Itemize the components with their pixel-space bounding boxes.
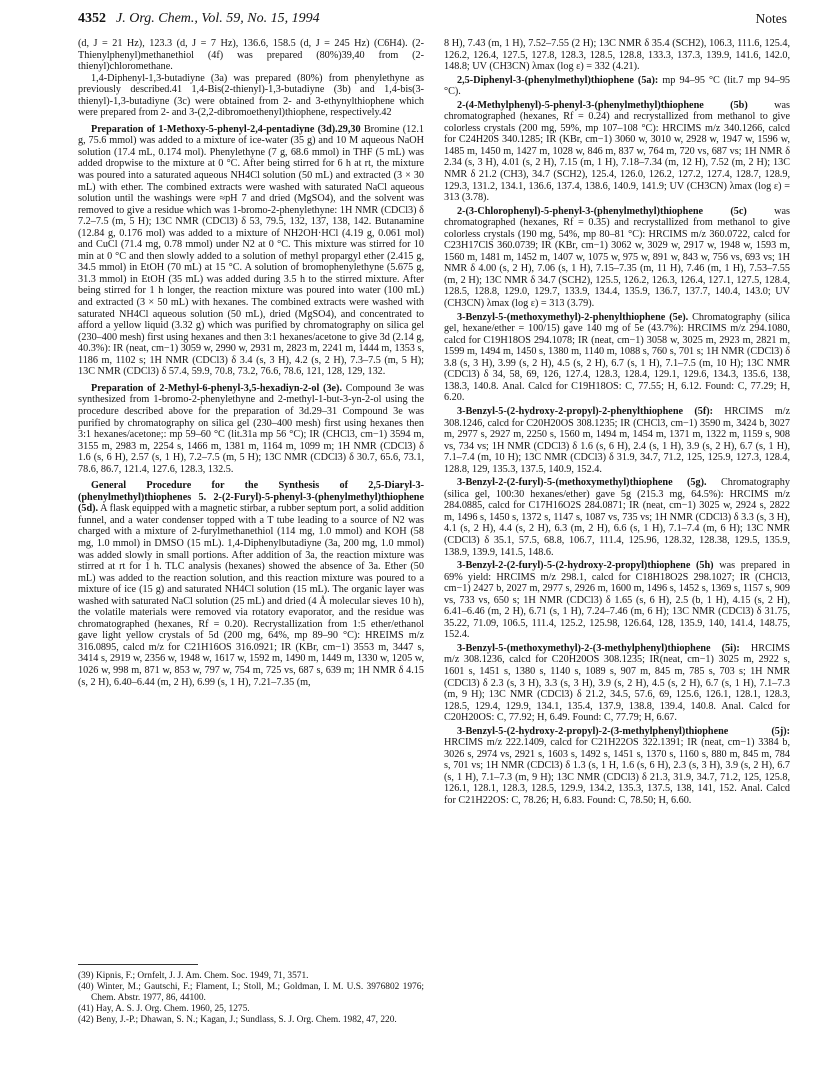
paragraph-text: 8 H), 7.43 (m, 1 H), 7.52–7.55 (2 H); 13C NMR δ 35.4 (SCH2), 106.3, 111.6, 125.4, 126.2, 126.4, 127.5, 127.8, 128.3, 128.5, 128.8, 133.3, 137.3, 139.9, 141.6, 142.0, 148.8; UV (CH3CN) λmax (log ε) = 332 (4.21). (444, 38, 790, 73)
page-number: 4352 (78, 11, 106, 26)
paragraph-heading: 2-(3-Chlorophenyl)-5-phenyl-3-(phenylmethyl)thiophene (5c) (457, 205, 747, 217)
running-header (78, 11, 787, 35)
footnote-rule (78, 964, 198, 965)
paragraph-heading: 3-Benzyl-2-(2-furyl)-5-(methoxymethyl)thiophene (5g). (457, 477, 707, 489)
paragraph-text: HRCIMS m/z 308.1236, calcd for C20H20OS 308.1235; IR(neat, cm−1) 3025 m, 2922 s, 1601 s, 1451 s, 1380 s, 1140 s, 1089 s, 907 m, 845 m, 785 s, 703 s; 1H NMR (CDCl3) δ 2.3 (s, 3 H), 3.3 (s, 3 H), 3.9 (s, 2 H), 4.5 (s, 2 H), 6.7 (s, 1 H), 7.1–7.3 (m, 9 H); 13C NMR (CDCl3) δ 21.2, 34.5, 57.6, 69, 125.6, 126.1, 128.1, 128.3, 128.5, 129.4, 129.9, 134.1, 135.4, 137.9, 138.8, 139.4, 140.8. Anal. Calcd for C20H20OS: C, 77.92; H, 6.49. Found: C, 77.79; H, 6.67. (444, 642, 790, 724)
paragraph-heading: 2-(4-Methylphenyl)-5-phenyl-3-(phenylmethyl)thiophene (5b) (457, 99, 748, 111)
paragraph-heading: 3-Benzyl-5-(methoxymethyl)-2-phenylthiophene (5e). (457, 311, 689, 323)
paragraph-text: Chromatography (silica gel, hexane/ether = 100/15) gave 140 mg of 5e (43.7%): HRCIMS m/z 294.1080, calcd for C19H18OS 294.1078; IR (neat, cm−1) 3058 w, 3025 m, 2923 m, 2821 m, 1599 m, 1494 m, 1450 s, 1380 m, 1140 m, 1088 s, 760 s, 701 s; 1H NMR (CDCl3) δ 3.8 (s, 3 H), 3.99 (s, 2 H), 4.5 (s, 2 H), 6.7 (s, 1 H), 7.1–7.5 (m, 10 H); 13C NMR (CDCl3) δ 34, 58, 69, 126, 127.4, 128.3, 128.4, 129.1, 129.6, 134.3, 135.6, 138, 138.3, 140.8. Anal. Calcd for C19H18OS: C, 77.55; H, 6.12. Found: C, 77.29; H, 6.20. (444, 311, 790, 404)
paragraph (444, 726, 790, 807)
paragraph (444, 100, 790, 204)
paragraph-heading: Preparation of 2-Methyl-6-phenyl-3,5-hexadiyn-2-ol (3e). (91, 382, 342, 394)
paragraph-heading: General Procedure for the Synthesis of 2,5-Diaryl-3-(phenylmethyl)thiophenes 5. 2-(2-Furyl)-5-phenyl-3-(phenylmethyl)thiophene (5d). (78, 480, 424, 515)
paragraph-text: Bromine (12.1 g, 75.6 mmol) was added to a mixture of ice-water (35 g) and 10 M aqueous NaOH solution (17.4 mL, 0.174 mol). Phenylethyne (7 g, 68.6 mmol) in THF (5 mL) was added dropwise to the mixture at 0 °C. After being stirred for 6 h at rt, the mixture was poured into a saturated aqueous NH4Cl solution (50 mL) and extracted (3 × 30 mL) with ether. The combined extracts were washed with saturated NaCl aqueous solution until the washings were ≈pH 7 and dried (MgSO4), and the solvent was removed to give a residue which was 1-bromo-2-phenylethyne: 1H NMR (CDCl3) δ 7.2–7.5 (m, 5 H); 13C NMR (CDCl3) δ 53, 79.5, 132, 137, 138, 142. Butanamine (12.84 g, 0.176 mol) was added to a mixture of NH2OH·HCl (4.19 g, 0.061 mol) and CuCl (71.4 mg, 0.78 mmol) under N2 at 0 °C. This mixture was stirred for 10 min at 0 °C and then slowly added to a solution of methyl propargyl ether (2.415 g, 34.5 mmol) in EtOH (70 mL) at 15 °C. A solution of bromophenylethyne (5.675 g, 31.3 mmol) in EtOH (35 mL) was added during 3.5 h to the stirred mixture. After being stirred for 1 h longer, the reaction mixture was poured into water (100 mL) and extracted (3 × 50 mL) with hexanes. The combined extracts were washed with saturated NH4Cl aqueous solution (50 mL), dried (MgSO4), and concentrated to afford a yellow liquid (3.32 g) which was purified by chromatography on silica gel (230–400 mesh) first using hexanes and then 3:1 hexanes/acetone to give 3d (2.14 g, 40.3%): IR (neat, cm−1) 3059 w, 2990 w, 2931 m, 2823 m, 2241 m, 1444 m, 1353 s, 1186 m, 1102 s; 1H NMR (CDCl3) δ 3.4 (s, 3 H), 4.2 (s, 2 H), 7.3–7.5 (m, 5 H); 13C NMR (CDCl3) δ 57.4, 59.9, 70.8, 73.2, 76.6, 78.6, 121, 128, 129, 132. (78, 123, 424, 378)
paragraph (444, 75, 790, 98)
paragraph-text: Chromatography (silica gel, 100:30 hexanes/ether) gave 5g (215.3 mg, 64.5%): HRCIMS m/z 284.0885, calcd for C17H16O2S 284.0871; IR (neat, cm−1) 3025 w, 2924 s, 2822 m, 1496 s, 1450 s, 1372 s, 1147 s, 1087 vs, 735 vs; 1H NMR (CDCl3) δ 3.3 (s, 3 H), 4.1 (s, 2 H), 4.4 (s, 2 H), 6.3 (m, 2 H), 6.6 (s, 1 H), 7.1–7.4 (m, 6 H); 13C NMR (CDCl3) δ 35.1, 57.5, 68.8, 106.7, 111.4, 125.96, 128.32, 128.38, 129.5, 135.9, 138.9, 139.9, 141.5, 148.6. (444, 477, 790, 558)
paragraph-text: (d, J = 21 Hz), 123.3 (d, J = 7 Hz), 136.6, 158.5 (d, J = 245 Hz) (C6H4). (2-Thienylphenyl)methanethiol (4f) was prepared (80%)39,40 from (2-thienyl)chloromethane. (78, 38, 424, 73)
paragraph (78, 124, 424, 378)
paragraph-text: HRCIMS m/z 308.1246, calcd for C20H20OS 308.1235; IR (CHCl3, cm−1) 3590 m, 3424 b, 3027 m, 2977 s, 2927 m, 2250 s, 1560 m, 1494 m, 1454 m, 1371 m, 1322 m, 1159 s, 908 vs, 734 vs; 1H NMR (CDCl3) δ 1.6 (s, 6 H), 2.4 (s, 1 H), 3.9 (s, 2 H), 6.7 (s, 1 H), 7.1–7.4 (m, 10 H); 13C NMR (CDCl3) δ 31.9, 34.7, 71.2, 125, 125.9, 127.3, 128.4, 128.8, 129, 135.3, 137.5, 140.9, 152.4. (444, 405, 791, 475)
left-column (78, 38, 424, 688)
paragraph-text: was prepared in 69% yield: HRCIMS m/z 298.1, calcd for C18H18O2S 298.1027; IR (CHCl3, cm−1) 2427 b, 2027 m, 2977 s, 2926 m, 1600 m, 1496 s, 1452 s, 1369 s, 1157 s, 909 vs, 733 vs, 650 s; 1H NMR (CDCl3) δ 1.65 (s, 6 H), 2.5 (b, 1 H), 4.15 (s, 2 H), 6.41–6.46 (m, 2 H), 6.71 (s, 1 H), 7.24–7.46 (m, 6 H); 13C NMR (CDCl3) δ 31.75, 35.22, 71.09, 106.5, 111.4, 125.2, 125.98, 126.64, 128, 135.9, 140, 141.4, 148.75, 152.4. (444, 560, 790, 641)
paragraph-text: was chromatographed (hexanes, Rf = 0.35) and recrystallized from methanol to give colorless crystals (190 mg, 54%, mp 80–81 °C): HRCIMS m/z 360.0722, calcd for C23H17ClS 360.0739; IR (KBr, cm−1) 3062 w, 3029 w, 2917 w, 1948 w, 1593 m, 1560 m, 1481 m, 1452 m, 1407 w, 1075 w, 975 w, 891 w, 843 w, 756 vs, 693 vs; 1H NMR δ 4.00 (s, 2 H), 7.06 (s, 1 H), 7.15–7.35 (m, 11 H), 7.46 (m, 1 H), 7.53–7.55 (m, 2 H); 13C NMR δ 34.7 (SCH2), 125.5, 126.2, 126.3, 126.4, 127.1, 127.5, 128.4, 128.5, 128.8, 129.0, 129.7, 133.9, 134.4, 135.9, 136.7, 137.7, 140.4, 143.0; UV (CH3CN) λmax (log ε) = 313 (3.79). (444, 205, 790, 310)
reference-item: (42) Beny, J.-P.; Dhawan, S. N.; Kagan, J.; Sundlass, S. J. Org. Chem. 1982, 47, 220. (78, 1015, 397, 1025)
paragraph (444, 477, 790, 558)
paragraph-heading: 3-Benzyl-5-(methoxymethyl)-2-(3-methylphenyl)thiophene (5i): (457, 642, 740, 654)
reference-item: (41) Hay, A. S. J. Org. Chem. 1960, 25, 1275. (78, 1004, 250, 1014)
paragraph-heading: 3-Benzyl-2-(2-furyl)-5-(2-hydroxy-2-propyl)thiophene (5h) (457, 560, 714, 572)
paragraph-heading: 3-Benzyl-5-(2-hydroxy-2-propyl)-2-(3-methylphenyl)thiophene (5j): (457, 725, 790, 737)
reference-item: (39) Kipnis, F.; Ornfelt, J. J. Am. Chem. Soc. 1949, 71, 3571. (78, 971, 309, 981)
right-column (444, 38, 790, 807)
paragraph (444, 406, 790, 475)
paragraph-text: 1,4-Diphenyl-1,3-butadiyne (3a) was prepared (80%) from phenylethyne as previously described.41 1,4-Bis(2-thienyl)-1,3-butadiyne (3b) and 1,4-bis(3-thienyl)-1,3-butadiyne (3c) were obtained from 2- and 3-ethynylthiophene which were prepared from 2- and 3-(2,2-dibromoethenyl)thiophene, respectively.42 (78, 72, 424, 119)
paragraph (444, 312, 790, 404)
section-label: Notes (755, 11, 787, 26)
reference-item: (40) Winter, M.; Gautschi, F.; Flament, I.; Stoll, M.; Goldman, I. M. U.S. 3976802 1976; Chem. Abstr. 1977, 86, 44100. (78, 982, 424, 1003)
footnotes (78, 964, 424, 1026)
paragraph (78, 480, 424, 688)
paragraph (78, 73, 424, 119)
paragraph-heading: 3-Benzyl-5-(2-hydroxy-2-propyl)-2-phenylthiophene (5f): (457, 405, 714, 417)
paragraph-heading: 2,5-Diphenyl-3-(phenylmethyl)thiophene (5a): (457, 74, 659, 86)
paragraph-heading: Preparation of 1-Methoxy-5-phenyl-2,4-pentadiyne (3d).29,30 (91, 123, 361, 135)
paragraph (444, 643, 790, 724)
paragraph-text: A flask equipped with a magnetic stirbar, a rubber septum port, a solid addition funnel, and a water condenser topped with a T tube leading to a source of N2 was charged with a mixture of 2-furylmethanethiol (114 mg, 1.0 mmol) and KOH (58 mg, 1.0 mmol) in DMSO (15 mL). 1,4-Diphenylbutadiyne (3a, 200 mg, 1.0 mmol) was added slowly in small portions. After addition of 3a, the reaction mixture was stirred at rt for 1 h. TLC analysis (hexanes) showed the absence of 3a. Ether (50 mL) was added to the reaction solution, and this reaction mixture was poured to a mixture of ice (15 g) and saturated NH4Cl solution (15 mL). The organic layer was washed with saturated NaCl solution (25 mL) and dried (4 Å molecular sieves 10 h), the volatile materials were removed via rotatory evaporator, and the residue was chromatographed (hexanes, Rf = 0.20). Recrystallization from 1:5 ether/ethanol gave light yellow crystals of 5d (200 mg, 64%, mp 89–90 °C): HREIMS m/z 316.0895, calcd m/z for C21H16OS 316.0921; IR (KBr, cm−1) 3553 m, 3447 s, 3414 s, 2919 w, 2356 w, 1948 w, 1617 w, 1592 m, 1490 m, 1449 m, 1330 w, 1205 w, 1026 w, 998 m, 871 w, 853 w, 797 w, 754 m, 725 vs, 687 s, 639 m; 1H NMR δ 4.15 (s, 2 H), 6.40–6.44 (m, 2 H), 6.99 (s, 1 H), 7.21–7.35 (m, (78, 503, 424, 688)
paragraph (444, 206, 790, 310)
paragraph (78, 383, 424, 475)
journal-citation: J. Org. Chem., Vol. 59, No. 15, 1994 (116, 11, 320, 26)
paragraph (78, 38, 424, 73)
paragraph (444, 38, 790, 73)
paragraph-text: was chromatographed (hexanes, Rf = 0.24) and recrystallized from methanol to give colorless crystals (200 mg, 59%, mp 107–108 °C): HRCIMS m/z 340.1266, calcd for C24H20S 340.1285; IR (KBr, cm−1) 3060 w, 3010 w, 2928 w, 1947 w, 1596 w, 1485 m, 1450 m, 1427 m, 1028 w, 846 m, 837 w, 764 m, 720 vs, 687 vs; 1H NMR δ 2.34 (s, 3 H), 4.01 (s, 2 H), 7.15 (m, 1 H), 7.18–7.34 (m, 12 H), 7.52 (m, 2 H); 13C NMR δ 21.2 (CH3), 34.7 (SCH2), 125.4, 126.0, 126.2, 127.2, 127.4, 128.7, 128.9, 129.3, 131.2, 134.1, 136.6, 137.4, 138.6, 140.9, 141.9; UV (CH3CN) λmax (log ε) = 313 (3.78). (444, 99, 790, 204)
paragraph-text: HRCIMS m/z 222.1409, calcd for C21H22OS 322.1391; IR (neat, cm−1) 3384 b, 3026 s, 2974 vs, 2921 s, 1603 s, 1492 s, 1451 s, 1370 s, 1160 s, 880 m, 845 m, 784 s, 701 vs; 1H NMR (CDCl3) δ 1.3 (s, 1 H, 1.6 (s, 6 H), 2.3 (s, 3 H), 3.9 (s, 2 H), 6.7 (s, 1 H), 7.1–7.3 (m, 9 H); 13C NMR (CDCl3) δ 21.3, 31.9, 34.7, 71.2, 125, 125.8, 126.1, 128.1, 128.3, 128.5, 129.9, 134.2, 135.3, 137.5, 138, 141, 152. Anal. Calcd for C21H22OS: C, 78.26; H, 6.83. Found: C, 78.50; H, 6.60. (444, 737, 790, 806)
paragraph-text: Compound 3e was synthesized from 1-bromo-2-phenylethyne and 2-methyl-1-but-3-yn-2-ol using the procedure described above for the preparation of 3d.29–31 Compound 3e was purified by chromatography on silica gel (230–400 mesh) first using hexanes then 3:1 hexanes/acetone;: mp 59–60 °C (lit.31a mp 56 °C); IR (CHCl3, cm−1) 3594 m, 3155 m, 2983 m, 2254 s, 1466 m, 1381 m, 1164 m, 1099 m; 1H NMR (CDCl3) δ 1.6 (s, 6 H), 2.57 (s, 1 H), 7.2–7.5 (m, 5 H); 13C NMR (CDCl3) δ 30.7, 65.6, 73.1, 78.6, 86.7, 121.4, 127.6, 128.3, 132.5. (78, 382, 424, 475)
paragraph (444, 560, 790, 641)
paragraph-text: mp 94–95 °C (lit.7 mp 94–95 °C). (444, 74, 791, 98)
